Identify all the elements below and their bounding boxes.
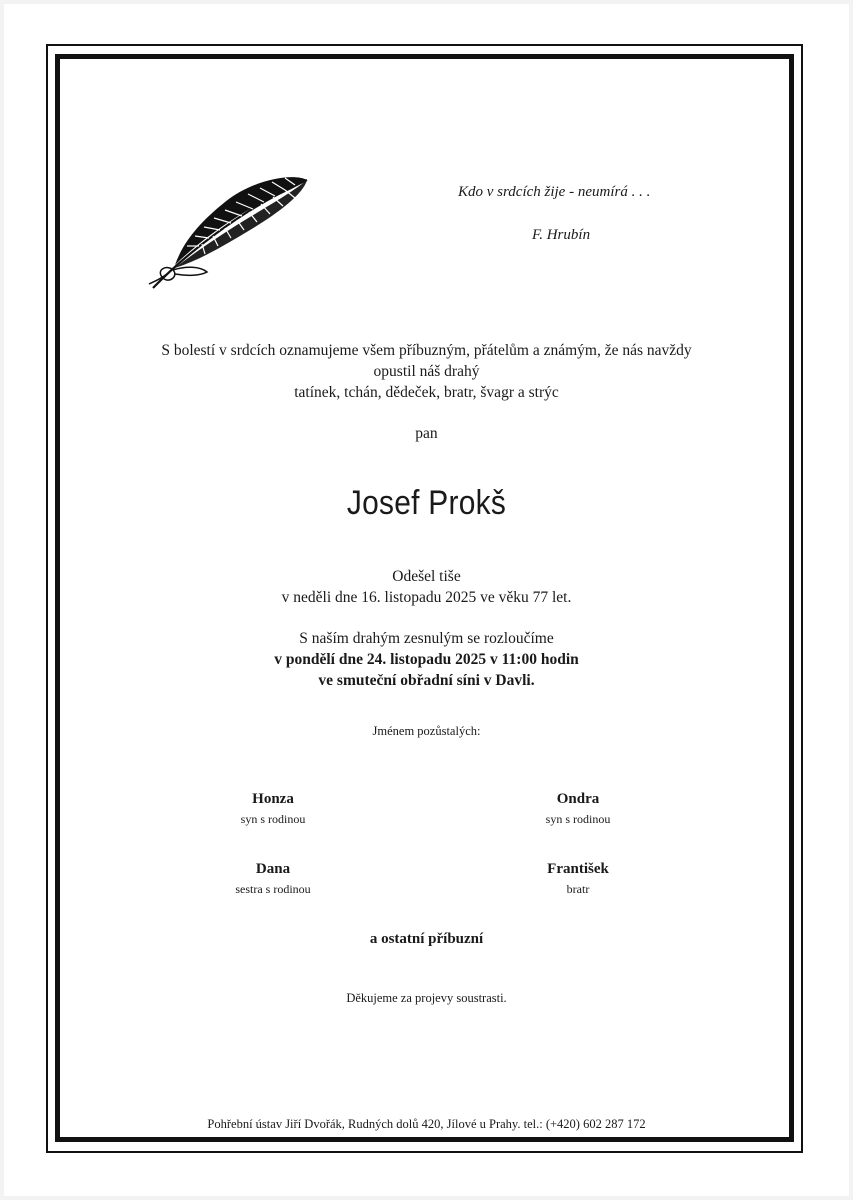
- mourners-heading: Jménem pozůstalých:: [372, 724, 481, 738]
- mourner-entry: [478, 791, 678, 827]
- announcement-line: opustil náš drahý: [373, 363, 480, 380]
- feather-icon: [145, 170, 315, 295]
- mourner-relation: syn s rodinou: [545, 812, 611, 826]
- title-word: pan: [415, 425, 438, 442]
- announcement-text: [0, 340, 853, 403]
- deceased-name: Josef Prokš: [346, 484, 507, 522]
- death-line: Odešel tiše: [392, 568, 461, 585]
- mourner-name: František: [547, 861, 609, 877]
- farewell-place: ve smuteční obřadní síni v Davli.: [318, 672, 535, 689]
- funeral-home-footer: Pohřební ústav Jiří Dvořák, Rudných dolů 420, Jílové u Prahy. tel.: (+420) 602 287 172: [207, 1117, 646, 1131]
- announcement-line: S bolestí v srdcích oznamujeme všem příbuzným, přátelům a známým, že nás navždy: [161, 342, 692, 359]
- farewell-date: v pondělí dne 24. listopadu 2025 v 11:00 hodin: [274, 651, 579, 668]
- mourner-name: Ondra: [556, 791, 600, 807]
- death-date: v neděli dne 16. listopadu 2025 ve věku 77 let.: [281, 589, 572, 606]
- mourner-relation: bratr: [566, 882, 590, 896]
- mourner-entry: [173, 861, 373, 897]
- mourner-name: Honza: [252, 791, 294, 807]
- other-relatives: a ostatní příbuzní: [369, 931, 484, 947]
- quote-text: Kdo v srdcích žije - neumírá . . .: [458, 184, 651, 200]
- death-info: [0, 566, 853, 608]
- farewell-line: S naším drahým zesnulým se rozloučíme: [299, 630, 554, 647]
- quote-author: F. Hrubín: [532, 227, 591, 243]
- mourner-relation: syn s rodinou: [240, 812, 306, 826]
- announcement-relations: tatínek, tchán, dědeček, bratr, švagr a strýc: [294, 384, 559, 401]
- mourner-entry: [478, 861, 678, 897]
- farewell-info: [0, 628, 853, 691]
- thanks-text: Děkujeme za projevy soustrasti.: [346, 991, 507, 1005]
- mourner-entry: [173, 791, 373, 827]
- mourner-name: Dana: [255, 861, 291, 877]
- mourner-relation: sestra s rodinou: [235, 882, 311, 896]
